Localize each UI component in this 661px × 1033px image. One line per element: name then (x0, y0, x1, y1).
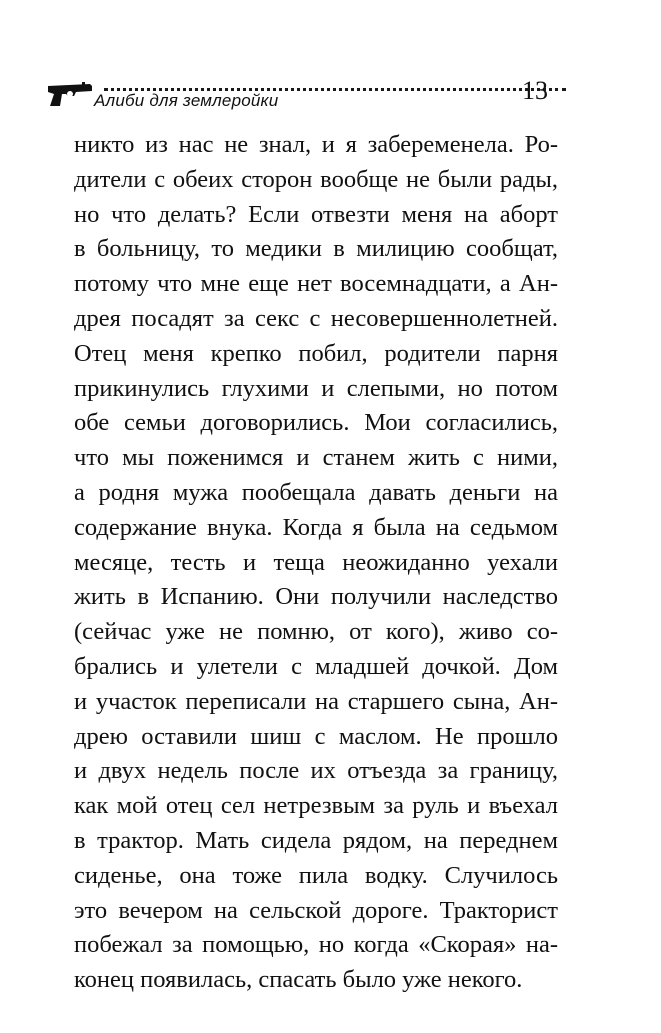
body-text (74, 128, 558, 998)
text-line: а родня мужа пообещала давать деньги на (74, 478, 558, 506)
text-line: месяце, тесть и теща неожиданно уехали (74, 548, 558, 576)
text-line: дрею оставили шиш с маслом. Не прошло (74, 722, 558, 750)
book-title: Алиби для землеройки (94, 91, 279, 110)
text-line: сиденье, она тоже пила водку. Случилось (74, 861, 558, 889)
text-line: (сейчас уже не помню, от кого), живо со- (74, 618, 558, 646)
text-line: жить в Испанию. Они получили наследство (74, 583, 558, 611)
text-line: Отец меня крепко побил, родители парня (74, 339, 558, 367)
text-line: и участок переписали на старшего сына, Ан- (74, 687, 558, 715)
text-line: прикинулись глухими и слепыми, но потом (74, 374, 558, 402)
dotted-rule (104, 76, 566, 91)
text-line: дители с обеих сторон вообще не были рады, (74, 165, 558, 193)
text-line: что мы поженимся и станем жить с ними, (74, 444, 558, 472)
text-line: дрея посадят за секс с несовершеннолетней. (74, 304, 558, 332)
text-line: конец появилась, спасать было уже некого. (74, 966, 523, 994)
text-line: потому что мне еще нет восемнадцати, а Ан- (74, 270, 558, 298)
text-line: обе семьи договорились. Мои согласились, (74, 409, 558, 437)
text-line: побежал за помощью, но когда «Скорая» на- (74, 931, 558, 959)
text-line: брались и улетели с младшей дочкой. Дом (74, 652, 558, 680)
text-line: как мой отец сел нетрезвым за руль и въехал (74, 792, 558, 820)
text-line: в больницу, то медики в милицию сообщат, (74, 235, 558, 263)
running-head (46, 76, 566, 116)
text-line: в трактор. Мать сидела рядом, на переднем (74, 826, 558, 854)
text-line: это вечером на сельской дороге. Тракторист (74, 896, 558, 924)
page-number: 13 (522, 76, 548, 105)
text-line: и двух недель после их отъезда за границу, (74, 757, 558, 785)
text-line: никто из нас не знал, и я забеременела. Ро- (74, 131, 558, 158)
revolver-icon (46, 82, 96, 108)
text-line: но что делать? Если отвезти меня на аборт (74, 200, 558, 228)
text-line: содержание внука. Когда я была на седьмом (74, 513, 558, 541)
